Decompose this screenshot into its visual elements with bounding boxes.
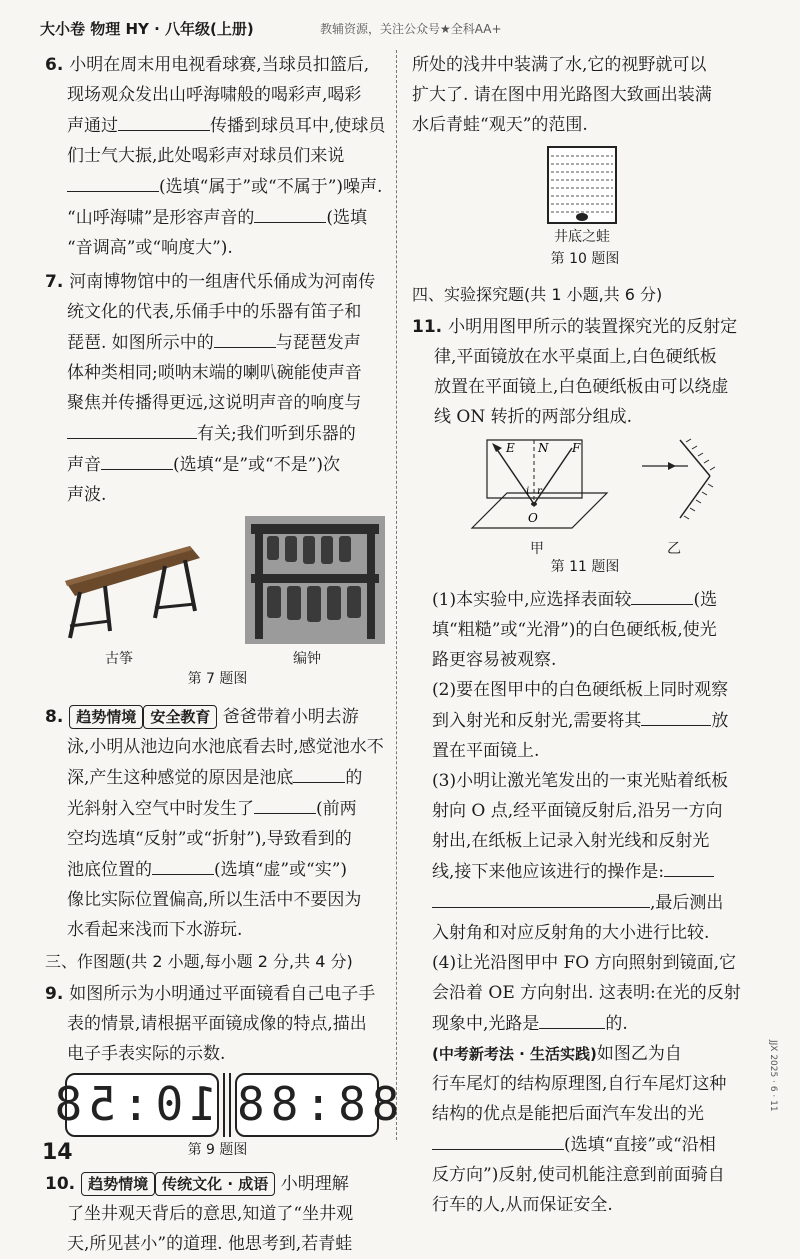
- tag-safety-education: 安全教育: [143, 705, 217, 729]
- text-line: (选填“属于”或“不属于”)噪声.: [45, 171, 390, 202]
- text-line: 放置在平面镜上,白色硬纸板由可以绕虚: [434, 377, 729, 397]
- question-number: 9.: [45, 984, 64, 1004]
- text-line: 池底位置的 (选填“虚”或“实”): [45, 854, 390, 885]
- text-line: 泳,小明从池边向水池底看去时,感觉池水不: [67, 737, 384, 757]
- figure-7: [45, 516, 390, 694]
- text-line: 线,接下来他应该进行的操作是:: [432, 856, 758, 887]
- text-line: 小明用图甲所示的装置探究光的反射定: [448, 317, 738, 337]
- question-number: 6.: [45, 55, 64, 75]
- text-line: (中考新考法 · 生活实践)如图乙为自: [432, 1044, 682, 1064]
- question-9: [45, 979, 406, 1163]
- text-line: 琵琶. 如图所示中的 与琵琶发声: [45, 327, 390, 358]
- side-code: JJX 2025 · 6 · 11: [768, 1040, 778, 1112]
- answer-blank[interactable]: [641, 705, 711, 726]
- text-line: (1)本实验中,应选择表面较 (选: [432, 584, 758, 615]
- question-6: [45, 50, 390, 263]
- text-line: 爸爸带着小明去游: [222, 707, 359, 727]
- question-7: [45, 267, 390, 694]
- text-line: 光斜射入空气中时发生了 (前两: [45, 793, 390, 824]
- mirror-line: [223, 1073, 231, 1137]
- figure-label: 井底之蛙: [554, 229, 610, 245]
- text-line: 填“粗糙”或“光滑”)的白色硬纸板,使光: [432, 620, 717, 640]
- text-line: (2)要在图甲中的白色硬纸板上同时观察: [432, 680, 729, 700]
- reflection-apparatus-diagram: [462, 438, 612, 546]
- text-line: 小明在周末用电视看球赛,当球员扣篮后,: [69, 55, 370, 75]
- text-line: 了坐井观天背后的意思,知道了“坐井观: [67, 1204, 354, 1224]
- text-line: 现象中,光路是 的.: [432, 1008, 758, 1039]
- label-E: E: [506, 441, 515, 455]
- text-line: 声通过 传播到球员耳中,使球员: [45, 110, 390, 141]
- book-header: 大小卷 物理 HY · 八年级(上册): [40, 20, 254, 38]
- left-column: [45, 50, 406, 1259]
- figure-caption: 第 7 题图: [187, 671, 248, 687]
- question-number: 7.: [45, 272, 64, 292]
- answer-blank[interactable]: [67, 418, 197, 439]
- answer-blank[interactable]: [101, 449, 173, 470]
- question-10-continued: [412, 50, 758, 278]
- text-line: 小明理解: [280, 1174, 349, 1194]
- text-line: 水看起来浅而下水游玩.: [67, 920, 243, 940]
- mirrored-watch-display: 10:58: [65, 1073, 219, 1137]
- text-line: “音调高”或“响度大”).: [67, 238, 233, 258]
- text-line: 射出,在纸板上记录入射光线和反射光: [432, 831, 710, 851]
- text-line: 会沿着 OE 方向射出. 这表明:在光的反射: [432, 983, 741, 1003]
- text-line: 聚焦并传播得更远,这说明声音的响度与: [67, 393, 362, 413]
- tag-trend-context: 趋势情境: [81, 1172, 155, 1196]
- answer-blank[interactable]: [67, 171, 159, 192]
- bianzhong-image: [245, 516, 385, 644]
- right-column: [412, 50, 758, 1220]
- label-r: r: [537, 486, 542, 497]
- text-line: 扩大了. 请在图中用光路图大致画出装满: [412, 85, 712, 105]
- text-line: (3)小明让激光笔发出的一束光贴着纸板: [432, 771, 729, 791]
- text-line: 声波.: [67, 485, 107, 505]
- tag-exam-new: (中考新考法 · 生活实践): [432, 1045, 597, 1063]
- tag-traditional-culture: 传统文化 · 成语: [155, 1172, 275, 1196]
- answer-blank[interactable]: [539, 1008, 605, 1029]
- text-line: (选填“直接”或“沿相: [432, 1129, 758, 1160]
- blank-watch-display[interactable]: 88:88: [235, 1073, 379, 1137]
- text-line: ,最后测出: [432, 887, 758, 918]
- text-line: 河南博物馆中的一组唐代乐俑成为河南传: [69, 272, 376, 292]
- figure-9: [45, 1073, 406, 1163]
- text-line: 反方向”)反射,使司机能注意到前面骑自: [432, 1165, 725, 1185]
- well-diagram: [547, 146, 617, 224]
- section-title-experiment: 四、实验探究题(共 1 小题,共 6 分): [412, 285, 663, 304]
- answer-blank[interactable]: [293, 762, 345, 783]
- text-line: 路更容易被观察.: [432, 650, 557, 670]
- figure-label: 古筝: [105, 651, 133, 667]
- figure-caption: 第 11 题图: [550, 559, 620, 575]
- text-line: 们士气大振,此处喝彩声对球员们来说: [67, 146, 345, 166]
- label-N: N: [538, 441, 549, 455]
- figure-11: [412, 434, 758, 576]
- text-line: 表的情景,请根据平面镜成像的特点,描出: [67, 1014, 367, 1034]
- text-line: 如图所示为小明通过平面镜看自己电子手: [69, 984, 376, 1004]
- text-line: 行车尾灯的结构原理图,自行车尾灯这种: [432, 1074, 727, 1094]
- answer-blank[interactable]: [214, 327, 276, 348]
- text-line: 结构的优点是能把后面汽车发出的光: [432, 1104, 704, 1124]
- figure-caption: 第 9 题图: [187, 1142, 248, 1158]
- question-10-start: [45, 1169, 390, 1259]
- answer-blank[interactable]: [152, 854, 214, 875]
- text-line: 空均选填“反射”或“折射”),导致看到的: [67, 829, 352, 849]
- guzheng-image: [55, 526, 210, 646]
- text-line: 电子手表实际的示数.: [67, 1044, 226, 1064]
- label-i: i: [526, 486, 530, 497]
- question-number: 10.: [45, 1174, 76, 1194]
- text-line: 行车的人,从而保证安全.: [432, 1195, 613, 1215]
- answer-blank[interactable]: [254, 793, 316, 814]
- text-line: 律,平面镜放在水平桌面上,白色硬纸板: [434, 347, 717, 367]
- text-line: 深,产生这种感觉的原因是池底 的: [45, 762, 390, 793]
- watermark-text: 教辅资源，关注公众号★全科AA+: [320, 22, 502, 36]
- answer-blank[interactable]: [664, 856, 714, 877]
- question-11: [412, 312, 758, 1220]
- text-line: 到入射光和反射光,需要将其 放: [432, 705, 758, 736]
- text-line: (4)让光沿图甲中 FO 方向照射到镜面,它: [432, 953, 737, 973]
- section-title-drawing: 三、作图题(共 2 小题,每小题 2 分,共 4 分): [45, 952, 353, 971]
- text-line: 现场观众发出山呼海啸般的喝彩声,喝彩: [67, 85, 362, 105]
- text-line: “山呼海啸”是形容声音的 (选填: [45, 202, 390, 233]
- tag-trend-context: 趋势情境: [69, 705, 143, 729]
- label-F: F: [572, 441, 581, 455]
- text-line: 声音 (选填“是”或“不是”)次: [45, 449, 390, 480]
- figure-caption: 第 10 题图: [550, 251, 620, 267]
- text-line: 有关;我们听到乐器的: [45, 418, 390, 449]
- label-O: O: [528, 511, 538, 525]
- bicycle-taillight-diagram: [640, 438, 720, 538]
- answer-blank[interactable]: [432, 1129, 564, 1150]
- page-number: 14: [42, 1140, 73, 1165]
- column-divider: [396, 50, 397, 1140]
- answer-blank[interactable]: [631, 584, 693, 605]
- text-line: 置在平面镜上.: [432, 741, 540, 761]
- text-line: 所处的浅井中装满了水,它的视野就可以: [412, 55, 707, 75]
- frog-icon: [576, 213, 588, 221]
- text-line: 线 ON 转折的两部分组成.: [434, 407, 633, 427]
- answer-blank[interactable]: [432, 887, 650, 908]
- text-line: 统文化的代表,乐俑手中的乐器有笛子和: [67, 302, 362, 322]
- figure-label: 乙: [667, 541, 681, 557]
- question-8: [45, 702, 390, 945]
- figure-label: 甲: [530, 541, 544, 557]
- answer-blank[interactable]: [254, 202, 326, 223]
- figure-10: [412, 146, 758, 278]
- text-line: 水后青蛙“观天”的范围.: [412, 115, 588, 135]
- answer-blank[interactable]: [118, 110, 210, 131]
- question-number: 11.: [412, 317, 443, 337]
- question-number: 8.: [45, 707, 64, 727]
- text-line: 入射角和对应反射角的大小进行比较.: [432, 923, 710, 943]
- text-line: 天,所见甚小”的道理. 他思考到,若青蛙: [67, 1234, 353, 1254]
- text-line: 体种类相同;唢呐末端的喇叭碗能使声音: [67, 363, 362, 383]
- text-line: 像比实际位置偏高,所以生活中不要因为: [67, 890, 362, 910]
- figure-label: 编钟: [293, 651, 321, 667]
- text-line: 射向 O 点,经平面镜反射后,沿另一方向: [432, 801, 723, 821]
